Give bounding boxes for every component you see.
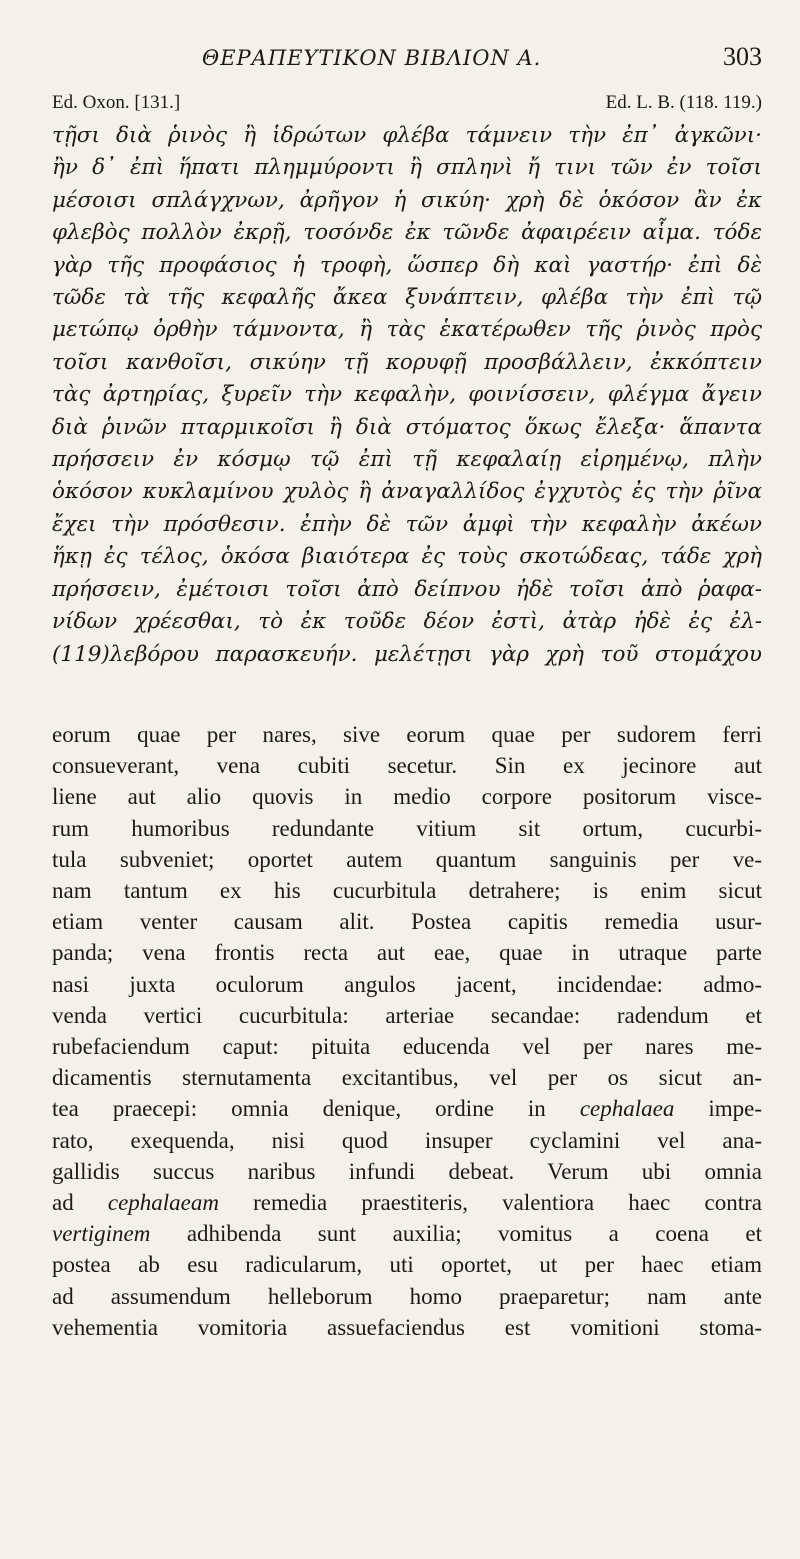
latin-line: panda; vena frontis recta aut eae, quae in utraque parte (52, 940, 762, 966)
edition-references (52, 92, 762, 116)
latin-line: gallidis succus naribus infundi debeat. Verum ubi omnia (52, 1158, 762, 1184)
greek-line: τῶδε τὰ τῆς κεφαλῆς ἄκεα ξυνάπτειν, φλέβα τὴν ἐπὶ τῷ (52, 285, 762, 311)
latin-line: postea ab esu radicularum, uti oportet, ut per haec etiam (52, 1252, 762, 1278)
latin-line: ad cephalaeam remedia praestiteris, valentiora haec contra (52, 1189, 762, 1215)
greek-line: ἥκῃ ἐς τέλος, ὁκόσα βιαιότερα ἐς τοὺς σκοτώδεας, τάδε χρὴ (52, 544, 762, 570)
greek-line: (119)λεβόρου παρασκευήν. μελέτῃσι γὰρ χρὴ τοῦ στομάχου (52, 641, 762, 667)
latin-line: vehementia vomitoria assuefaciendus est vomitioni stoma- (52, 1314, 762, 1340)
latin-line: nam tantum ex his cucurbitula detrahere; is enim sicut (52, 877, 762, 903)
latin-line: liene aut alio quovis in medio corpore positorum visce- (52, 784, 762, 810)
greek-line: γὰρ τῆς προφάσιος ἡ τροφὴ, ὥσπερ δὴ καὶ γαστήρ· ἐπὶ δὲ (52, 252, 762, 278)
latin-line: dicamentis sternutamenta excitantibus, vel per os sicut an- (52, 1065, 762, 1091)
latin-line: ad assumendum helleborum homo praeparetur; nam ante (52, 1283, 762, 1309)
latin-line: eorum quae per nares, sive eorum quae per sudorem ferri (52, 721, 762, 747)
greek-line: ἢν δ᾽ ἐπὶ ἥπατι πλημμύροντι ἢ σπληνὶ ἤ τινι τῶν ἐν τοῖσι (52, 155, 762, 181)
latin-line: consueverant, vena cubiti secetur. Sin ex jecinore aut (52, 753, 762, 779)
greek-line: νίδων χρέεσθαι, τὸ ἐκ τοῦδε δέον ἐστὶ, ἀτὰρ ἠδὲ ἐς ἐλ- (52, 609, 762, 635)
latin-line: venda vertici cucurbitula: arteriae secandae: radendum et (52, 1002, 762, 1028)
greek-line: πρήσσειν ἐν κόσμῳ τῷ ἐπὶ τῇ κεφαλαίῃ εἰρημένῳ, πλὴν (52, 447, 762, 473)
greek-line: πρήσσειν, ἐμέτοισι τοῖσι ἀπὸ δείπνου ἠδὲ τοῖσι ἀπὸ ῥαφα- (52, 576, 762, 602)
greek-line: ὁκόσον κυκλαμίνου χυλὸς ἢ ἀναγαλλίδος ἐγχυτὸς ἐς τὴν ῥῖνα (52, 479, 762, 505)
greek-line: μετώπῳ ὀρθὴν τάμνοντα, ἢ τὰς ἑκατέρωθεν τῆς ῥινὸς πρὸς (52, 317, 762, 343)
greek-text (52, 120, 762, 671)
running-head (52, 42, 762, 86)
latin-line: nasi juxta oculorum angulos jacent, incidendae: admo- (52, 971, 762, 997)
greek-line: τῇσι διὰ ῥινὸς ἢ ἱδρώτων φλέβα τάμνειν τὴν ἐπ᾽ ἀγκῶνι· (52, 123, 762, 148)
greek-line: φλεβὸς πολλὸν ἐκρῇ, τοσόνδε ἐκ τῶνδε ἀφαιρέειν αἷμα. τόδε (52, 220, 762, 246)
latin-translation (52, 719, 762, 1343)
page-number: 303 (723, 42, 762, 71)
latin-line: vertiginem adhibenda sunt auxilia; vomitus a coena et (52, 1221, 762, 1247)
book-page (0, 42, 800, 1559)
latin-line: tula subveniet; oportet autem quantum sanguinis per ve- (52, 846, 762, 872)
greek-line: τοῖσι κανθοῖσι, σικύην τῇ κορυφῇ προσβάλλειν, ἐκκόπτειν (52, 349, 762, 375)
latin-line: rum humoribus redundante vitium sit ortum, cucurbi- (52, 815, 762, 841)
latin-line: etiam venter causam alit. Postea capitis remedia usur- (52, 909, 762, 935)
greek-line: ἔχει τὴν πρόσθεσιν. ἐπὴν δὲ τῶν ἀμφὶ τὴν κεφαλὴν ἀκέων (52, 511, 762, 537)
latin-line: rubefaciendum caput: pituita educenda vel per nares me- (52, 1033, 762, 1059)
running-title: ΘΕΡΑΠΕΥΤΙΚΟΝ ΒΙΒΛΙΟΝ Α. (202, 46, 542, 70)
latin-line: rato, exequenda, nisi quod insuper cyclamini vel ana- (52, 1127, 762, 1153)
edition-left: Ed. Oxon. [131.] (52, 92, 181, 113)
latin-line: tea praecepi: omnia denique, ordine in cephalaea impe- (52, 1096, 762, 1122)
greek-line: τὰς ἀρτηρίας, ξυρεῖν τὴν κεφαλὴν, φοινίσσειν, φλέγμα ἄγειν (52, 382, 762, 408)
greek-line: μέσοισι σπλάγχνων, ἀρῆγον ἡ σικύη· χρὴ δὲ ὁκόσον ἂν ἐκ (52, 187, 762, 213)
edition-right: Ed. L. B. (118. 119.) (605, 92, 762, 113)
greek-line: διὰ ῥινῶν πταρμικοῖσι ἢ διὰ στόματος ὅκως ἔλεξα· ἅπαντα (52, 414, 762, 440)
